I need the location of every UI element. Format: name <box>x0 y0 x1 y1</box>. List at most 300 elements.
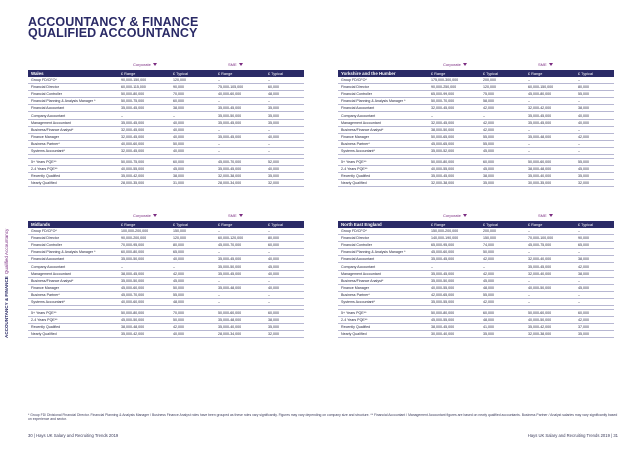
salary-cell: – <box>268 141 270 146</box>
salary-cell: 35,000 <box>268 113 279 118</box>
table-column-header <box>28 70 304 77</box>
role-name: 2-4 Years PQE** <box>341 167 368 172</box>
salary-cell: 42,000 <box>483 106 494 111</box>
role-name: Business Partner* <box>31 292 60 297</box>
role-name: Systems Accountant* <box>31 148 65 153</box>
salary-cell: 40,000 <box>173 148 184 153</box>
salary-cell: 80,000 <box>268 236 279 241</box>
salary-cell: 42,000 <box>173 325 184 330</box>
salary-cell: – <box>268 250 270 255</box>
salary-cell: 40,000-55,000 <box>431 285 455 290</box>
salary-cell: 38,000 <box>578 271 589 276</box>
salary-cell: 45,000 <box>268 264 279 269</box>
table-row <box>338 120 614 127</box>
salary-cell: 42,000 <box>483 127 494 132</box>
salary-cell: 38,000 <box>268 318 279 323</box>
group-sme-label: SME <box>228 213 243 218</box>
salary-cell: – <box>173 264 175 269</box>
salary-cell: 48,000 <box>173 299 184 304</box>
salary-cell: – <box>528 141 530 146</box>
salary-cell: 55,000 <box>483 292 494 297</box>
table-row <box>28 278 304 285</box>
salary-cell: 32,000 <box>268 332 279 337</box>
salary-cell: 35,000-45,000 <box>431 174 455 179</box>
salary-cell: 35,000-45,000 <box>218 167 242 172</box>
salary-cell: – <box>528 127 530 132</box>
salary-cell: 45,000 <box>173 167 184 172</box>
salary-cell: 60,000-115,000 <box>121 85 146 90</box>
salary-cell: 50,000-75,000 <box>121 160 145 165</box>
salary-cell: 60,000 <box>173 160 184 165</box>
role-name: Financial Controller <box>341 243 372 248</box>
salary-cell: 35,000-45,000 <box>431 257 455 262</box>
salary-cell: 70,000-95,000 <box>121 243 145 248</box>
role-name: Financial Controller <box>31 243 62 248</box>
salary-cell: 30,000-40,000 <box>431 332 455 337</box>
salary-cell: 45,000 <box>483 167 494 172</box>
salary-cell: 40,000-60,000 <box>121 299 145 304</box>
salary-cell: – <box>218 78 220 83</box>
salary-cell: – <box>268 278 270 283</box>
table-row <box>28 173 304 180</box>
table-row <box>28 84 304 91</box>
salary-cell: 50,000-60,000 <box>218 311 242 316</box>
salary-cell: 200,000 <box>483 229 496 234</box>
group-corporate-label: Corporate <box>443 213 467 218</box>
column-header: £ Typical <box>483 71 498 76</box>
table-row <box>338 256 614 263</box>
salary-cell: – <box>483 113 485 118</box>
table-row <box>338 235 614 242</box>
salary-cell: 74,000 <box>483 243 494 248</box>
table-row <box>338 105 614 112</box>
salary-cell: 40,000-60,000 <box>218 92 242 97</box>
salary-cell: 40,000-55,000 <box>431 167 455 172</box>
salary-cell: 42,000 <box>483 271 494 276</box>
table-row <box>28 91 304 98</box>
salary-cell: 70,000-100,000 <box>528 236 554 241</box>
salary-cell: – <box>483 264 485 269</box>
salary-cell: – <box>578 292 580 297</box>
role-name: Group FD/CFO* <box>31 229 57 234</box>
table-group-header <box>28 213 304 220</box>
table-row <box>28 256 304 263</box>
region-name: North East England <box>341 222 382 227</box>
table-row <box>338 249 614 256</box>
salary-cell: 35,000-42,000 <box>121 332 145 337</box>
column-header: £ Range <box>528 71 543 76</box>
role-name: Company Accountant <box>341 264 376 269</box>
salary-cell: 35,000-50,000 <box>218 264 242 269</box>
salary-cell: 40,000 <box>268 285 279 290</box>
salary-cell: 55,000 <box>578 160 589 165</box>
salary-cell: 75,000 <box>483 92 494 97</box>
table-row <box>28 112 304 119</box>
role-name: Financial Director <box>341 85 369 90</box>
role-name: Financial Planning & Analysis Manager * <box>341 250 406 255</box>
salary-cell: 50,000-60,000 <box>528 160 552 165</box>
salary-cell: 32,000-45,000 <box>121 134 145 139</box>
salary-cell: 35,000-48,000 <box>218 318 242 323</box>
salary-cell: 45,000-60,000 <box>121 285 145 290</box>
table-row <box>28 263 304 270</box>
role-name: Financial Planning & Analysis Manager * <box>341 99 406 104</box>
salary-cell: 45,000 <box>483 278 494 283</box>
salary-cell: 40,000-55,000 <box>121 167 145 172</box>
salary-cell: 45,000 <box>173 278 184 283</box>
salary-cell: 90,000 <box>578 236 589 241</box>
table-row <box>28 77 304 84</box>
role-name: Financial Accountant <box>31 257 65 262</box>
salary-cell: – <box>218 148 220 153</box>
salary-cell: 35,000-48,000 <box>528 134 552 139</box>
column-header: £ Range <box>121 222 136 227</box>
table-row <box>28 127 304 134</box>
role-name: Finance Manager <box>341 134 369 139</box>
table-row <box>28 105 304 112</box>
table-row <box>338 242 614 249</box>
salary-cell: 35,000-45,000 <box>218 120 242 125</box>
table-row <box>28 235 304 242</box>
salary-cell: 50,000 <box>173 141 184 146</box>
salary-cell: 40,000 <box>268 257 279 262</box>
salary-cell: 60,000 <box>268 243 279 248</box>
role-name: Recently Qualified <box>341 174 371 179</box>
salary-cell: 45,000 <box>483 148 494 153</box>
role-name: Financial Planning & Analysis Manager * <box>31 250 96 255</box>
role-name: Financial Accountant <box>31 106 65 111</box>
salary-cell: 40,000 <box>268 134 279 139</box>
region-name: Wales <box>31 71 44 76</box>
group-sme-label: SME <box>538 213 553 218</box>
role-name: 5+ Years PQE** <box>341 311 367 316</box>
table-column-header <box>338 70 614 77</box>
salary-cell: 150,000 <box>173 229 186 234</box>
salary-cell: 40,000 <box>173 134 184 139</box>
salary-cell: 35,000 <box>483 181 494 186</box>
table-row <box>338 77 614 84</box>
table-row <box>338 331 614 338</box>
salary-cell: 50,000-70,000 <box>431 99 455 104</box>
salary-cell: – <box>218 278 220 283</box>
salary-cell: 45,000-60,000 <box>431 250 455 255</box>
salary-cell: – <box>578 99 580 104</box>
salary-cell: 200,000 <box>483 78 496 83</box>
salary-cell: – <box>268 148 270 153</box>
table-row <box>28 148 304 155</box>
salary-cell: 32,000-45,000 <box>431 106 455 111</box>
salary-cell: 42,000 <box>578 318 589 323</box>
role-name: 2-4 Years PQE** <box>31 167 58 172</box>
salary-cell: 40,000-50,000 <box>528 318 552 323</box>
salary-cell: 35,000-50,000 <box>121 278 145 283</box>
salary-cell: 40,000 <box>578 113 589 118</box>
column-header: £ Typical <box>173 222 188 227</box>
salary-cell: – <box>218 229 220 234</box>
salary-cell: 40,000 <box>173 332 184 337</box>
table-row <box>338 285 614 292</box>
salary-cell: 32,000-38,000 <box>218 174 242 179</box>
salary-cell: 32,000 <box>268 181 279 186</box>
page-title <box>28 17 198 39</box>
salary-cell: 35,000-45,000 <box>218 106 242 111</box>
salary-cell: 35,000 <box>483 332 494 337</box>
column-header: £ Typical <box>578 222 593 227</box>
salary-cell: 35,000-45,000 <box>218 257 242 262</box>
title-line-1: ACCOUNTANCY & FINANCE <box>28 15 199 29</box>
salary-cell: – <box>578 141 580 146</box>
table-row <box>338 180 614 187</box>
salary-cell: 50,000-60,000 <box>528 311 552 316</box>
salary-cell: 60,000 <box>483 160 494 165</box>
salary-cell: 40,000 <box>268 167 279 172</box>
salary-cell: 90,000 <box>173 85 184 90</box>
salary-cell: 60,000-80,000 <box>121 250 145 255</box>
salary-cell: 38,000 <box>483 174 494 179</box>
column-header: £ Range <box>431 222 446 227</box>
table-row <box>28 271 304 278</box>
salary-cell: – <box>578 278 580 283</box>
role-name: Nearly Qualified <box>341 332 367 337</box>
salary-cell: 55,000 <box>483 141 494 146</box>
table-row <box>338 271 614 278</box>
table-row <box>338 324 614 331</box>
salary-cell: 32,000-38,000 <box>431 181 455 186</box>
salary-cell: 35,000-45,000 <box>528 120 552 125</box>
salary-cell: 60,000 <box>578 311 589 316</box>
salary-cell: – <box>268 78 270 83</box>
role-name: Business/Finance Analyst* <box>341 278 384 283</box>
salary-cell: 35,000-52,000 <box>431 148 455 153</box>
role-name: Business Partner* <box>341 141 370 146</box>
salary-cell: 60,000 <box>268 311 279 316</box>
salary-cell: 38,000-45,000 <box>121 271 145 276</box>
table-row <box>338 278 614 285</box>
salary-cell: – <box>218 292 220 297</box>
salary-cell: 35,000-40,000 <box>528 174 552 179</box>
table-row <box>28 292 304 299</box>
role-name: Group FD/CFO* <box>31 78 57 83</box>
salary-cell: – <box>268 292 270 297</box>
salary-cell: 40,000-60,000 <box>121 141 145 146</box>
salary-cell: 45,000-70,000 <box>121 292 145 297</box>
role-name: Financial Accountant <box>341 106 375 111</box>
salary-cell: 65,000 <box>173 250 184 255</box>
table-row <box>338 166 614 173</box>
salary-cell: 35,000-50,000 <box>218 113 242 118</box>
salary-cell: 55,000 <box>173 292 184 297</box>
salary-cell: 32,000-45,000 <box>121 127 145 132</box>
salary-cell: 28,000-34,000 <box>218 332 242 337</box>
salary-cell: – <box>528 148 530 153</box>
salary-cell: 38,000 <box>578 106 589 111</box>
salary-cell: – <box>578 250 580 255</box>
group-sme-label: SME <box>538 62 553 67</box>
column-header: £ Typical <box>268 222 283 227</box>
role-name: Business Partner* <box>31 141 60 146</box>
salary-cell: 38,000-48,000 <box>121 325 145 330</box>
salary-cell: 50,000 <box>483 250 494 255</box>
salary-cell: 70,000 <box>173 92 184 97</box>
table-row <box>338 310 614 317</box>
salary-cell: – <box>218 141 220 146</box>
table-row <box>338 159 614 166</box>
role-name: Finance Manager <box>31 134 59 139</box>
role-name: 2-4 Years PQE** <box>31 318 58 323</box>
role-name: Systems Accountant* <box>341 148 375 153</box>
table-group-header <box>338 62 614 69</box>
role-name: Finance Manager <box>341 285 369 290</box>
region-name: Midlands <box>31 222 51 227</box>
table-row <box>338 134 614 141</box>
salary-cell: – <box>268 229 270 234</box>
role-name: Company Accountant <box>31 264 66 269</box>
salary-cell: – <box>218 299 220 304</box>
role-name: Management Accountant <box>341 271 381 276</box>
role-name: Financial Controller <box>31 92 62 97</box>
role-name: Recently Qualified <box>341 325 371 330</box>
salary-cell: 35,000 <box>268 120 279 125</box>
salary-cell: 45,000-50,000 <box>121 318 145 323</box>
salary-cell: 45,000-75,000 <box>528 243 552 248</box>
salary-cell: 120,000 <box>173 78 186 83</box>
salary-cell: 150,000 <box>483 236 496 241</box>
group-corporate-label: Corporate <box>133 213 157 218</box>
salary-cell: 42,000-65,000 <box>431 292 455 297</box>
column-header: £ Typical <box>173 71 188 76</box>
footnote: * Group FD/ Divisional Financial Director. Financial Planning & Analysis Manager / Business Finance Analyst roles have been grouped as these roles vary significantly. Figures may vary depending on company size and structure. ** Financial Accountant / Management Accountant figures are based on newly qualified accountants. Business Partner / Analyst salaries may vary significantly based on experience and sector. <box>28 413 618 422</box>
salary-cell: 50,000-80,000 <box>431 160 455 165</box>
table-row <box>28 159 304 166</box>
salary-cell: – <box>578 299 580 304</box>
table-column-header <box>28 221 304 228</box>
salary-cell: 42,000 <box>483 257 494 262</box>
salary-cell: – <box>578 78 580 83</box>
salary-cell: 60,000 <box>483 311 494 316</box>
salary-cell: 40,000 <box>173 120 184 125</box>
role-name: Financial Planning & Analysis Manager * <box>31 99 96 104</box>
salary-cell: 32,000-42,000 <box>528 106 552 111</box>
salary-cell: 150,000-200,000 <box>431 229 459 234</box>
footer-right: Hays UK Salary and Recruiting Trends 2019 | 31 <box>527 433 618 438</box>
salary-cell: – <box>121 113 123 118</box>
salary-cell: 60,000-150,000 <box>528 85 554 90</box>
table-row <box>338 91 614 98</box>
role-name: Business/Finance Analyst* <box>341 127 384 132</box>
role-name: Systems Accountant* <box>341 299 375 304</box>
salary-table-north-east <box>338 213 614 338</box>
salary-cell: 31,000 <box>173 181 184 186</box>
salary-cell: 35,000-42,000 <box>528 325 552 330</box>
table-row <box>28 242 304 249</box>
table-row <box>338 317 614 324</box>
salary-cell: 35,000-45,000 <box>528 113 552 118</box>
role-name: 5+ Years PQE** <box>341 160 367 165</box>
role-name: Management Accountant <box>341 120 381 125</box>
salary-cell: 40,000 <box>173 127 184 132</box>
role-name: Business/Finance Analyst* <box>31 278 74 283</box>
salary-cell: 100,000-200,000 <box>121 229 149 234</box>
salary-cell: 55,000 <box>578 92 589 97</box>
salary-cell: 175,000-300,000 <box>431 78 459 83</box>
region-name: Yorkshire and the Humber <box>341 71 396 76</box>
salary-cell: 45,000-80,000 <box>528 92 552 97</box>
salary-cell: 35,000-45,000 <box>121 120 145 125</box>
salary-cell: 40,000 <box>268 271 279 276</box>
salary-cell: – <box>578 229 580 234</box>
table-row <box>338 141 614 148</box>
salary-cell: 90,000-250,000 <box>431 85 457 90</box>
table-row <box>28 98 304 105</box>
role-name: Management Accountant <box>31 120 71 125</box>
salary-cell: – <box>578 127 580 132</box>
sidebar-sub: Qualified Accountancy <box>4 228 9 275</box>
salary-cell: 35,000-45,000 <box>218 134 242 139</box>
salary-cell: 42,000 <box>578 134 589 139</box>
role-name: 2-4 Years PQE** <box>341 318 368 323</box>
column-header: £ Typical <box>483 222 498 227</box>
table-row <box>28 228 304 235</box>
salary-cell: 140,000-190,000 <box>431 236 459 241</box>
salary-cell: 45,000-55,000 <box>431 318 455 323</box>
sidebar-label <box>4 208 16 338</box>
role-name: Financial Director <box>31 85 59 90</box>
role-name: Recently Qualified <box>31 325 61 330</box>
salary-cell: 35,000 <box>268 106 279 111</box>
role-name: 5+ Years PQE** <box>31 160 57 165</box>
salary-cell: – <box>528 229 530 234</box>
role-name: Management Accountant <box>31 271 71 276</box>
salary-cell: 42,000 <box>483 299 494 304</box>
salary-cell: 38,000-45,000 <box>431 325 455 330</box>
salary-cell: 35,000-45,000 <box>528 264 552 269</box>
salary-cell: 45,000-70,000 <box>218 160 242 165</box>
column-header: £ Range <box>218 71 233 76</box>
salary-cell: – <box>218 127 220 132</box>
table-row <box>28 141 304 148</box>
table-row <box>28 120 304 127</box>
salary-cell: 35,000 <box>578 332 589 337</box>
role-name: Financial Director <box>341 236 369 241</box>
role-name: 5+ Years PQE** <box>31 311 57 316</box>
column-header: £ Range <box>528 222 543 227</box>
salary-cell: 48,000 <box>268 92 279 97</box>
salary-cell: 30,000-35,000 <box>528 181 552 186</box>
table-row <box>28 317 304 324</box>
salary-cell: – <box>528 250 530 255</box>
role-name: Financial Director <box>31 236 59 241</box>
role-name: Financial Controller <box>341 92 372 97</box>
table-row <box>28 134 304 141</box>
salary-cell: 35,000-50,000 <box>121 257 145 262</box>
salary-cell: – <box>431 113 433 118</box>
table-row <box>338 148 614 155</box>
salary-cell: 65,000-95,000 <box>431 243 455 248</box>
role-name: Financial Accountant <box>341 257 375 262</box>
role-name: Finance Manager <box>31 285 59 290</box>
salary-cell: 50,000 <box>173 318 184 323</box>
salary-cell: 80,000 <box>173 243 184 248</box>
table-row <box>28 180 304 187</box>
table-row <box>338 173 614 180</box>
group-corporate-label: Corporate <box>133 62 157 67</box>
table-row <box>338 98 614 105</box>
salary-cell: 70,000 <box>173 311 184 316</box>
salary-cell: 50,000-75,000 <box>121 99 145 104</box>
salary-cell: – <box>218 250 220 255</box>
salary-cell: 35,000-48,000 <box>218 285 242 290</box>
salary-cell: 75,000-105,000 <box>218 85 244 90</box>
